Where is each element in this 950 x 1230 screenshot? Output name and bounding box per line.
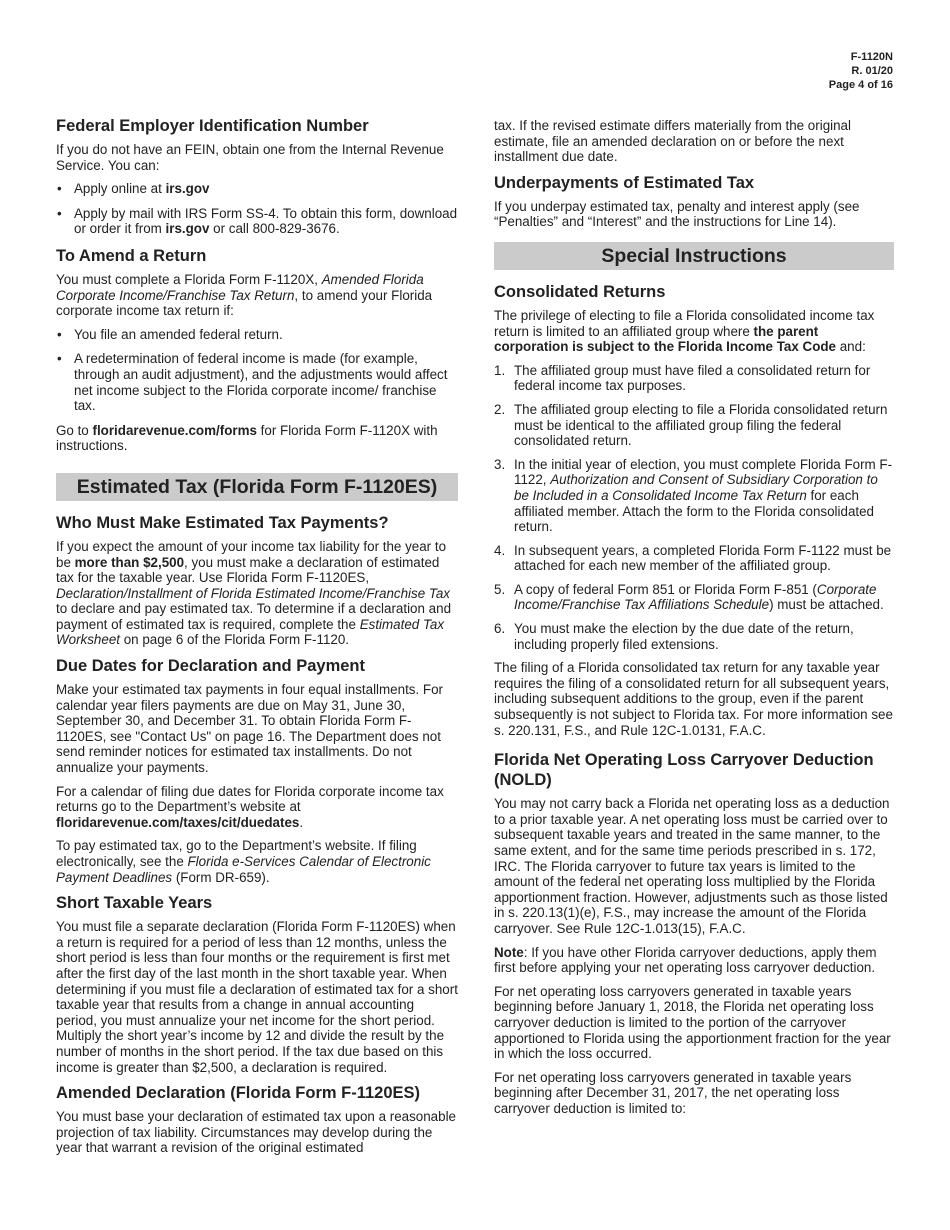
short-years-heading: Short Taxable Years [56, 894, 213, 913]
nold-paragraph-3: For net operating loss carryovers generated in taxable years beginning before January 1, 2018, the Florida net operating loss carryover deduction is limited to the portion of the carryover apportioned to Florida using the apportionment fraction for the year in which the loss occurred. [494, 983, 891, 1062]
duedates-link: floridarevenue.com/taxes/cit/duedates [56, 814, 300, 830]
nold-heading: Florida Net Operating Loss Carryover Deduction (NOLD) [494, 751, 874, 790]
amend-forms-note: Go to floridarevenue.com/forms for Florida Form F-1120X with instructions. [56, 422, 438, 454]
form-number: F-1120N [850, 51, 893, 63]
list-item: • Apply by mail with IRS Form SS-4. To obtain this form, download or order it from irs.gov or call 800-829-3676. [56, 206, 458, 237]
who-must-paragraph: If you expect the amount of your income tax liability for the year to be more than $2,500, you must make a declaration of estimated tax for the taxable year. Use Florida Form F-1120ES, Declaration/Installment of Florida Estimated Income/Franchise Tax to declare and pay estimated tax. To determine if a declaration and payment of estimated tax is required, complete the Estimated Tax Worksheet on page 6 of the Florida Form F-1120. [56, 538, 452, 648]
list-item: 6. You must make the election by the due date of the return, including properly filed extensions. [494, 621, 854, 652]
forms-link: floridarevenue.com/forms [92, 422, 257, 438]
fein-list [56, 181, 458, 237]
continued-paragraph: tax. If the revised estimate differs materially from the original estimate, file an amended declaration on or before the next installment due date. [494, 118, 851, 165]
consolidated-list [494, 363, 894, 653]
list-item: • You file an amended federal return. [56, 327, 458, 343]
form-revision: R. 01/20 [851, 65, 893, 77]
nold-paragraph-4: For net operating loss carryovers generated in taxable years beginning after December 31, 2017, the net operating loss carryover deduction is limited to: [494, 1069, 852, 1116]
amended-declaration-paragraph: You must base your declaration of estimated tax upon a reasonable projection of tax liability. Circumstances may develop during the year that warrant a revision of the original estimated [56, 1109, 456, 1156]
estimated-tax-band: Estimated Tax (Florida Form F-1120ES) [56, 473, 458, 501]
due-dates-pay: To pay estimated tax, go to the Department’s website. If filing electronically, see the Florida e-Services Calendar of Electronic Payment Deadlines (Form DR-659). [56, 838, 431, 885]
irs-link: irs.gov [165, 221, 210, 237]
nold-paragraph-1: You may not carry back a Florida net operating loss as a deduction to a prior taxable year. A net operating loss must be carried over to subsequent taxable years and treated in the same manner, to the same extent, and for the same time periods prescribed in s. 172, IRC. The Florida carryover to future tax years is limited to the amount of the federal net operating loss multiplied by the Florida apportionment fraction. However, adjustments such as those listed in s. 220.13(1)(e), F.S., may increase the amount of the Florida carryover. See Rule 12C-1.013(15), F.A.C. [494, 796, 890, 936]
fein-heading: Federal Employer Identification Number [56, 117, 369, 135]
due-dates-heading: Due Dates for Declaration and Payment [56, 657, 366, 676]
underpayments-paragraph: If you underpay estimated tax, penalty and interest apply (see “Penalties” and “Interest” and the instructions for Line 14). [494, 198, 860, 230]
list-item: • Apply online at irs.gov [56, 181, 458, 197]
amend-list [56, 327, 458, 414]
page-number: Page 4 of 16 [828, 79, 893, 91]
due-dates-paragraph: Make your estimated tax payments in four equal installments. For calendar year filers payments are due on May 31, June 30, September 30, and December 31. To obtain Florida Form F-1120ES, see "Contact Us" on page 16. The Department does not send reminder notices for estimated tax installments. Do not annualize your payments. [56, 682, 444, 776]
special-instructions-band: Special Instructions [494, 242, 894, 270]
amend-intro: You must complete a Florida Form F-1120X, Amended Florida Corporate Income/Franchise Tax Return, to amend your Florida corporate income tax return if: [56, 271, 433, 319]
consolidated-filing-paragraph: The filing of a Florida consolidated tax return for any taxable year requires the filing of a consolidated return for all subsequent years, including subsequent additions to the group, even if the parent subsequently is not subject to Florida tax. For more information see s. 220.131, F.S., and Rule 12C-1.0131, F.A.C. [494, 660, 893, 738]
nold-note: Note: If you have other Florida carryover deductions, apply them first before applying your net operating loss carryover deduction. [494, 944, 877, 976]
irs-link: irs.gov [165, 181, 210, 197]
list-item: 3. In the initial year of election, you must complete Florida Form F-1122, Authorization and Consent of Subsidiary Corporation to be Included in a Consolidated Income Tax Return for each affiliated member. Attach the form to the Florida consolidated return. [494, 456, 893, 535]
underpayments-heading: Underpayments of Estimated Tax [494, 173, 755, 192]
amend-heading: To Amend a Return [56, 246, 207, 265]
who-must-heading: Who Must Make Estimated Tax Payments? [56, 513, 389, 532]
list-item: 1. The affiliated group must have filed a consolidated return for federal income tax purposes. [494, 362, 871, 394]
fein-intro: If you do not have an FEIN, obtain one from the Internal Revenue Service. You can: [56, 142, 444, 173]
consolidated-heading: Consolidated Returns [494, 282, 666, 301]
form-header [829, 50, 893, 92]
list-item: 5. A copy of federal Form 851 or Florida Form F-851 (Corporate Income/Franchise Tax Affiliations Schedule) must be attached. [494, 581, 884, 613]
consolidated-intro: The privilege of electing to file a Florida consolidated income tax return is limited to an affiliated group where the parent corporation is subject to the Florida Income Tax Code and: [494, 307, 875, 355]
list-item: • A redetermination of federal income is made (for example, through an audit adjustment), and the adjustments would affect net income subject to the Florida corporate income/ franchise tax. [56, 351, 458, 413]
amended-declaration-heading: Amended Declaration (Florida Form F-1120ES) [56, 1084, 420, 1103]
list-item: 4. In subsequent years, a completed Florida Form F-1122 must be attached for each new member of the affiliated group. [494, 542, 892, 574]
short-years-paragraph: You must file a separate declaration (Florida Form F-1120ES) when a return is required for a period of less than 12 months, unless the short period is less than four months or the requirement is first met after the first day of the last month in the short taxable year. When determining if you must file a declaration of estimated tax for a short taxable year that results from a change in annual accounting period, you must annualize your net income for the short period. Multiply the short year’s income by 12 and divide the result by the number of months in the short period. If the tax due based on this income is greater than $2,500, a declaration is required. [56, 919, 458, 1075]
right-column [494, 118, 894, 1125]
list-item: 2. The affiliated group electing to file a Florida consolidated return must be identical to the affiliated group filing the federal consolidated return. [494, 401, 888, 449]
due-dates-calendar: For a calendar of filing due dates for Florida corporate income tax returns go to the Department’s website at floridarevenue.com/taxes/cit/duedates. [56, 783, 444, 830]
left-column [56, 116, 458, 1164]
